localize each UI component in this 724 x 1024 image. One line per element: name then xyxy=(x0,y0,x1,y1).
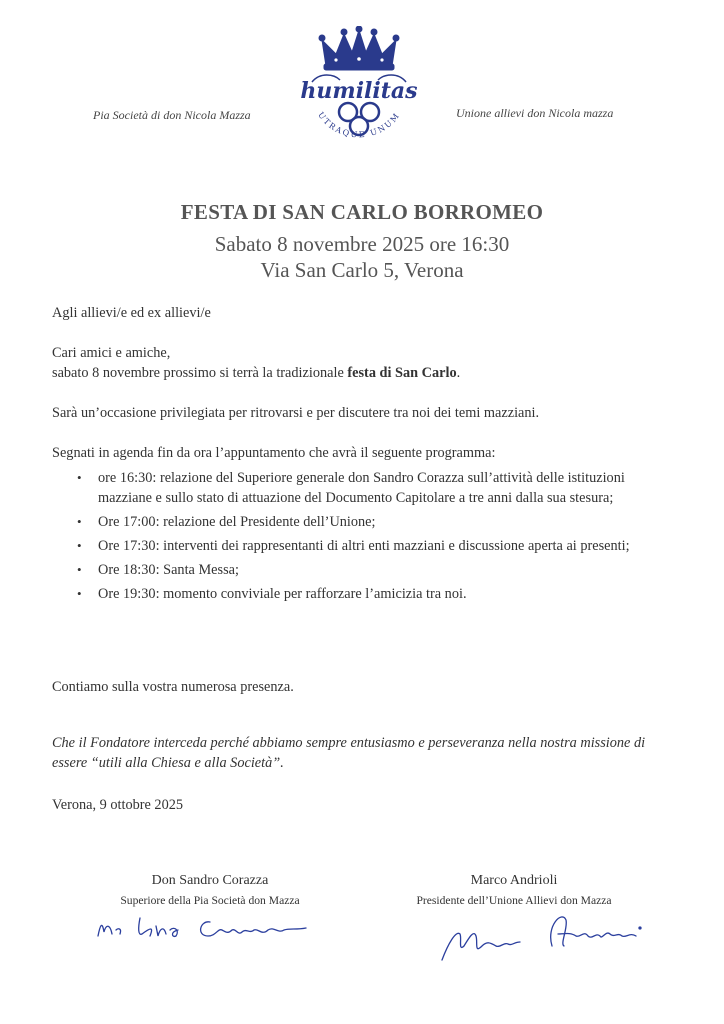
place-date: Verona, 9 ottobre 2025 xyxy=(52,797,184,813)
program-item: • Ore 19:30: momento conviviale per rafforzare l’amicizia tra noi. xyxy=(98,584,672,604)
signature-scribble-icon xyxy=(92,906,322,946)
intro-text: sabato 8 novembre prossimo si terrà la tradizionale xyxy=(52,365,348,381)
agenda-intro: Segnati in agenda fin da ora l’appuntamento che avrà il seguente programma: xyxy=(52,445,496,461)
intro-paragraph xyxy=(52,363,672,383)
signer-role: Presidente dell’Unione Allievi don Mazza xyxy=(416,894,612,907)
program-list xyxy=(52,468,672,608)
signature-left xyxy=(80,873,340,907)
prayer-paragraph: Che il Fondatore interceda perché abbiamo sempre entusiasmo e perseveranza nella nostra missione di essere “utili alla Chiesa e alla Società”. xyxy=(52,735,646,771)
event-address: Via San Carlo 5, Verona xyxy=(260,258,464,282)
occasion-paragraph: Sarà un’occasione privilegiata per ritrovarsi e per discutere tra noi dei temi mazziani. xyxy=(52,405,540,421)
signer-role: Superiore della Pia Società don Mazza xyxy=(120,894,300,907)
signature-right xyxy=(384,873,644,907)
program-item: • ore 16:30: relazione del Superiore generale don Sandro Corazza sull’attività delle istituzioni mazziane e sullo stato di attuazione del Documento Capitolare a tre anni dalla sua stesura; xyxy=(98,468,672,508)
crown-humilitas-crest-icon xyxy=(300,26,418,156)
recipients-line: Agli allievi/e ed ex allievi/e xyxy=(52,305,211,321)
header-left-org: Pia Società di don Nicola Mazza xyxy=(93,108,251,122)
svg-text:humilitas: humilitas xyxy=(300,78,418,104)
logo-crest xyxy=(300,26,418,156)
handwritten-signature-right xyxy=(434,906,664,968)
svg-text:UTRAQUE UNUM: UTRAQUE UNUM xyxy=(316,110,402,140)
closing-line: Contiamo sulla vostra numerosa presenza. xyxy=(52,679,294,695)
signer-name: Marco Andrioli xyxy=(470,873,558,888)
signature-scribble-icon xyxy=(434,906,664,968)
event-title: FESTA DI SAN CARLO BORROMEO xyxy=(180,200,544,224)
event-date-time: Sabato 8 novembre 2025 ore 16:30 xyxy=(214,232,510,256)
intro-highlight: festa di San Carlo xyxy=(347,365,457,381)
header-right-org: Unione allievi don Nicola mazza xyxy=(456,106,614,120)
signer-name: Don Sandro Corazza xyxy=(151,873,269,888)
greeting-line: Cari amici e amiche, xyxy=(52,345,171,361)
intro-end: . xyxy=(456,365,461,381)
program-item: • Ore 18:30: Santa Messa; xyxy=(98,560,672,580)
handwritten-signature-left xyxy=(92,906,322,946)
program-item: • Ore 17:00: relazione del Presidente dell’Unione; xyxy=(98,512,672,532)
program-item: • Ore 17:30: interventi dei rappresentanti di altri enti mazziani e discussione aperta ai presenti; xyxy=(98,536,672,556)
